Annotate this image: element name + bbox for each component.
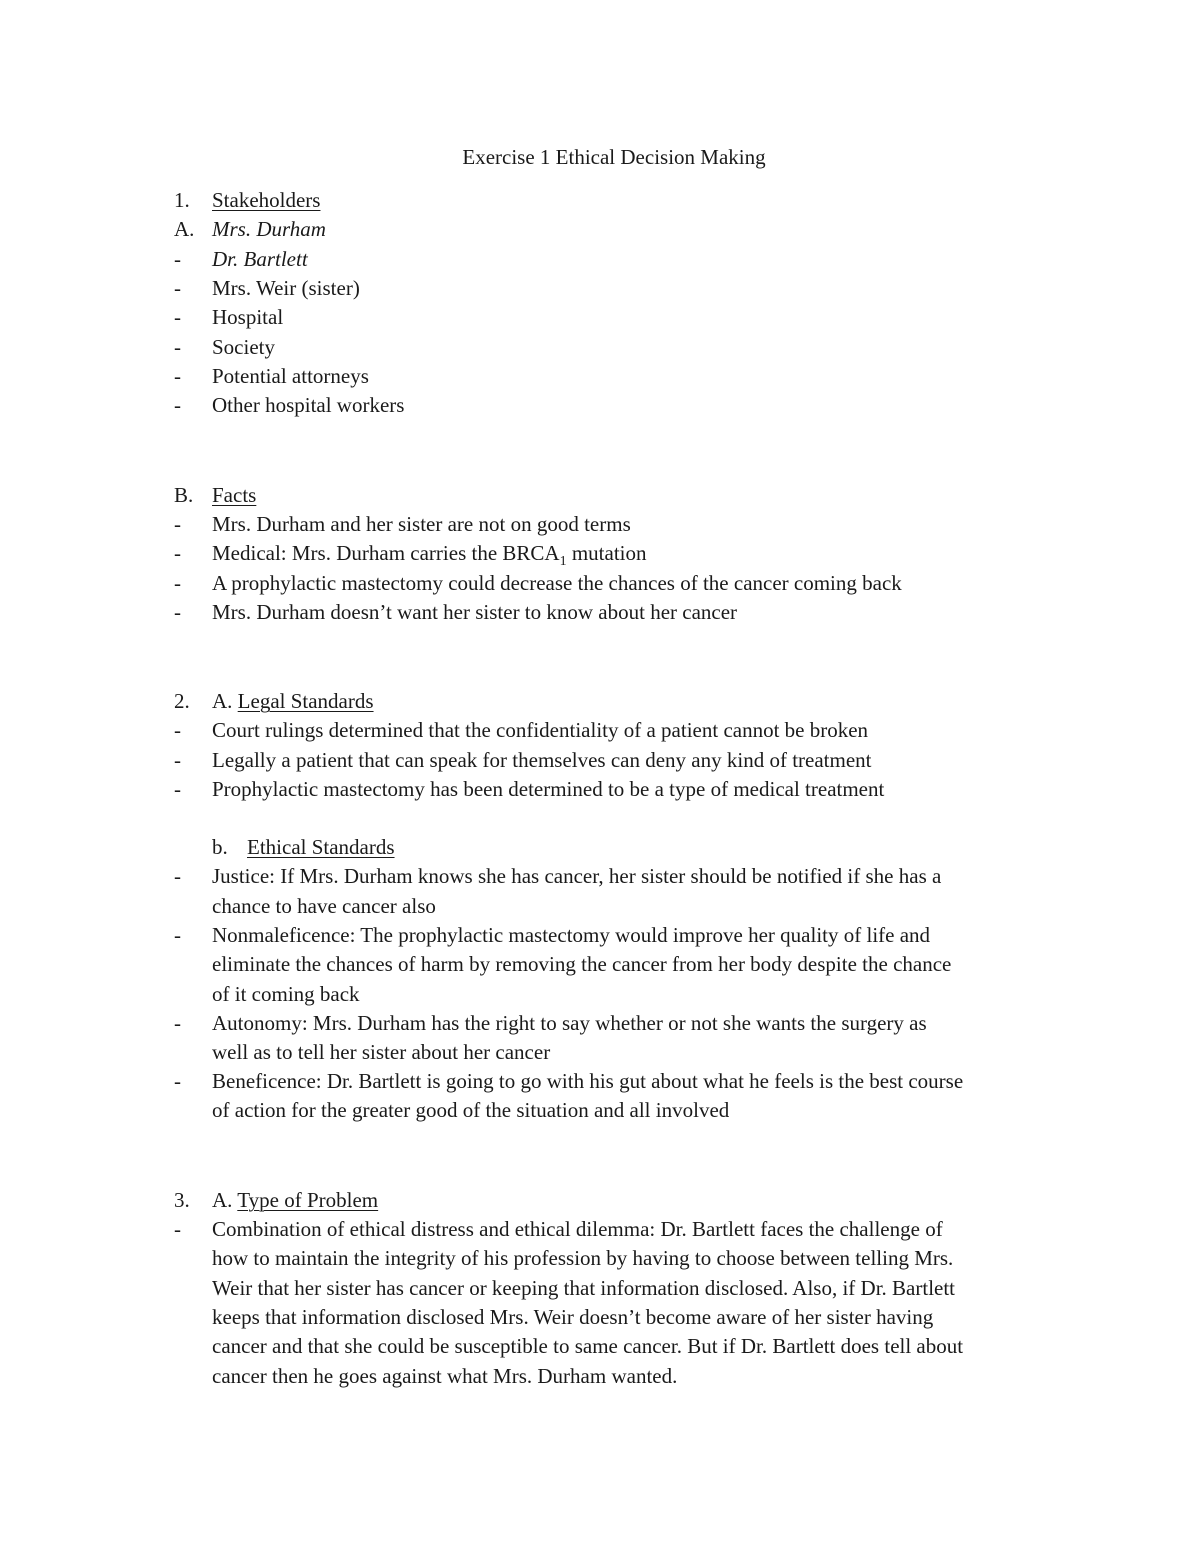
list-marker: A. — [174, 217, 195, 241]
bullet-dash: - — [174, 1011, 181, 1035]
bullet-dash: - — [174, 571, 181, 595]
list-marker: b. — [212, 835, 228, 859]
bullet-dash: - — [174, 748, 181, 772]
bullet-dash: - — [174, 305, 181, 329]
brca-text: Medical: Mrs. Durham carries the BRCA — [212, 541, 560, 565]
bullet-dash: - — [174, 1069, 181, 1093]
list-marker: B. — [174, 483, 194, 507]
list-item-text: Potential attorneys — [212, 364, 369, 388]
list-item-text: Society — [212, 335, 275, 359]
section-heading: Legal Standards — [237, 689, 374, 713]
list-item-text: Mrs. Durham — [212, 217, 326, 241]
bullet-dash: - — [174, 512, 181, 536]
bullet-dash: - — [174, 864, 181, 888]
list-item-text: Combination of ethical distress and ethical dilemma: Dr. Bartlett faces the challenge of — [212, 1217, 943, 1241]
heading-prefix: A. — [212, 1188, 238, 1212]
list-item-text: Autonomy: Mrs. Durham has the right to say whether or not she wants the surgery as — [212, 1011, 927, 1035]
bullet-dash: - — [174, 364, 181, 388]
bullet-dash: - — [174, 335, 181, 359]
list-item-text: Legally a patient that can speak for themselves can deny any kind of treatment — [212, 748, 872, 772]
list-item-text: Weir that her sister has cancer or keeping that information disclosed. Also, if Dr. Bartlett — [212, 1276, 956, 1300]
list-item-text: Beneficence: Dr. Bartlett is going to go with his gut about what he feels is the best course — [212, 1069, 964, 1093]
list-item-text: Dr. Bartlett — [212, 247, 308, 271]
list-item-text: of it coming back — [212, 982, 360, 1006]
list-number: 1. — [174, 188, 190, 212]
list-item-text: chance to have cancer also — [212, 894, 436, 918]
list-item-text: well as to tell her sister about her cancer — [212, 1040, 551, 1064]
section-heading: Type of Problem — [237, 1188, 379, 1212]
list-number: 2. — [174, 689, 190, 713]
heading-prefix: A. — [212, 689, 238, 713]
list-item-text: A prophylactic mastectomy could decrease the chances of the cancer coming back — [212, 571, 902, 595]
bullet-dash: - — [174, 276, 181, 300]
section-heading: Ethical Standards — [247, 835, 395, 859]
bullet-dash: - — [174, 541, 181, 565]
list-item-text: Justice: If Mrs. Durham knows she has cancer, her sister should be notified if she has a — [212, 864, 942, 888]
list-item-text: Hospital — [212, 305, 284, 329]
list-number: 3. — [174, 1188, 190, 1212]
section-heading: Stakeholders — [212, 188, 321, 212]
list-item-text: how to maintain the integrity of his profession by having to choose between telling Mrs. — [212, 1246, 954, 1270]
bullet-dash: - — [174, 718, 181, 742]
list-item-text — [212, 539, 1072, 568]
list-item-text: of action for the greater good of the situation and all involved — [212, 1098, 730, 1122]
bullet-dash: - — [174, 777, 181, 801]
brca-subscript: 1 — [559, 554, 567, 570]
list-item-text: Mrs. Durham doesn’t want her sister to know about her cancer — [212, 600, 738, 624]
section-heading: Facts — [212, 483, 257, 507]
list-item-text: keeps that information disclosed Mrs. Weir doesn’t become aware of her sister having — [212, 1305, 934, 1329]
document-title: Exercise 1 Ethical Decision Making — [462, 145, 766, 169]
list-item-text: Prophylactic mastectomy has been determined to be a type of medical treatment — [212, 777, 885, 801]
list-item-text: Other hospital workers — [212, 393, 405, 417]
list-item-text: eliminate the chances of harm by removing the cancer from her body despite the chance — [212, 952, 952, 976]
bullet-dash: - — [174, 1217, 181, 1241]
bullet-dash: - — [174, 247, 181, 271]
brca-suffix: mutation — [566, 541, 647, 565]
bullet-dash: - — [174, 600, 181, 624]
list-item-text: Mrs. Weir (sister) — [212, 276, 360, 300]
list-item-text: cancer and that she could be susceptible to same cancer. But if Dr. Bartlett does tell about — [212, 1334, 964, 1358]
bullet-dash: - — [174, 923, 181, 947]
section-heading-wrap — [212, 1186, 1072, 1215]
bullet-dash: - — [174, 393, 181, 417]
list-item-text: Court rulings determined that the confidentiality of a patient cannot be broken — [212, 718, 869, 742]
list-item-text: Mrs. Durham and her sister are not on good terms — [212, 512, 631, 536]
section-heading-wrap — [212, 687, 1072, 716]
list-item-text: Nonmaleficence: The prophylactic mastectomy would improve her quality of life and — [212, 923, 931, 947]
list-item-text: cancer then he goes against what Mrs. Durham wanted. — [212, 1364, 678, 1388]
